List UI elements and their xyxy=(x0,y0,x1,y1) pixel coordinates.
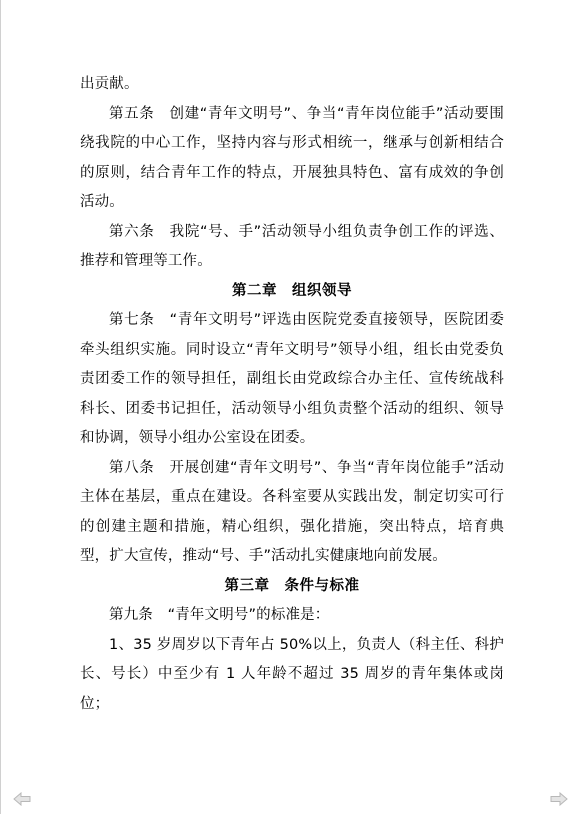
next-page-button[interactable] xyxy=(550,792,568,806)
chapter-heading-3: 第三章 条件与标准 xyxy=(224,577,360,594)
paragraph-article-8: 第八条 开展创建“青年文明号”、争当“青年岗位能手”活动主体在基层，重点在建设。各科室要从实践出发，制定切实可行的创建主题和措施，精心组织，强化措施，突出特点，培育典型，扩大宣传，推动“号、手”活动扎实健康地向前发展。 xyxy=(80,459,504,564)
paragraph-article-7: 第七条 “青年文明号”评选由医院党委直接领导，医院团委牵头组织实施。同时设立“青年文明号”领导小组，组长由党委负责团委工作的领导担任，副组长由党政综合办主任、宣传统战科科长、团委书记担任，活动领导小组负责整个活动的组织、领导和协调，领导小组办公室设在团委。 xyxy=(80,312,504,446)
chapter-heading-2: 第二章 组织领导 xyxy=(232,282,352,299)
paragraph-article-9: 第九条 “青年文明号”的标准是： xyxy=(109,607,330,623)
document-body xyxy=(80,70,504,719)
previous-page-button[interactable] xyxy=(13,792,31,806)
arrow-left-icon xyxy=(13,792,31,806)
arrow-right-icon xyxy=(550,792,568,806)
paragraph-item-1: 1、35 岁周岁以下青年占 50%以上，负责人（科主任、科护长、号长）中至少有 1 人年龄不超过 35 周岁的青年集体或岗位； xyxy=(80,636,504,712)
paragraph-continuation: 出贡献。 xyxy=(80,76,139,92)
paragraph-article-6: 第六条 我院“号、手”活动领导小组负责争创工作的评选、推荐和管理等工作。 xyxy=(80,223,504,269)
paragraph-article-5: 第五条 创建“青年文明号”、争当“青年岗位能手”活动要围绕我院的中心工作，坚持内容与形式相统一，继承与创新相结合的原则，结合青年工作的特点，开展独具特色、富有成效的争创活动。 xyxy=(80,105,504,210)
